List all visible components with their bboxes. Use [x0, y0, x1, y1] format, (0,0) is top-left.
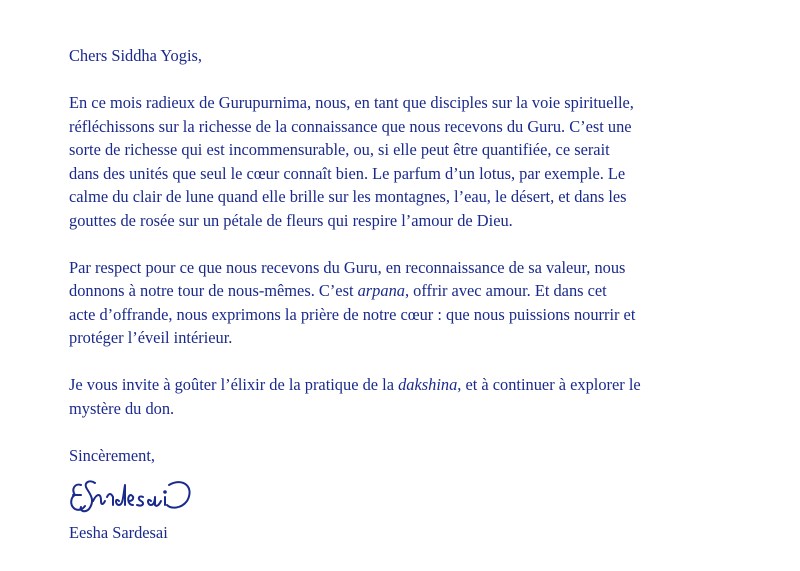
signer-name: Eesha Sardesai	[69, 523, 168, 542]
paragraph-line: mystère du don.	[69, 398, 175, 418]
closing: Sincèrement,	[69, 445, 156, 465]
italic-term-dakshina: dakshina	[398, 375, 458, 394]
paragraph-arpana	[69, 256, 739, 350]
paragraph-gurupurnima	[69, 91, 739, 232]
paragraph-line: acte d’offrande, nous exprimons la prière de notre cœur : que nous puissions nourrir et	[69, 304, 636, 324]
paragraph-line: sorte de richesse qui est incommensurable, ou, si elle peut être quantifiée, ce serait	[69, 140, 610, 159]
paragraph-line: calme du clair de lune quand elle brille sur les montagnes, l’eau, le désert, et dans les	[69, 187, 627, 206]
paragraph-line: En ce mois radieux de Gurupurnima, nous, en tant que disciples sur la voie spirituelle,	[69, 93, 634, 112]
paragraph-line: gouttes de rosée sur un pétale de fleurs qui respire l’amour de Dieu.	[69, 210, 513, 230]
letter-body	[69, 44, 739, 545]
text-segment: , et à continuer à explorer le	[457, 375, 641, 394]
paragraph-line: réfléchissons sur la richesse de la connaissance que nous recevons du Guru. C’est une	[69, 116, 632, 136]
text-segment: donnons à notre tour de nous-mêmes. C’est	[69, 281, 358, 300]
paragraph-line: protéger l’éveil intérieur.	[69, 328, 233, 347]
paragraph-line: Par respect pour ce que nous recevons du Guru, en reconnaissance de sa valeur, nous	[69, 257, 626, 277]
handwritten-signature	[67, 471, 207, 521]
text-segment: Je vous invite à goûter l’élixir de la pratique de la	[69, 375, 399, 394]
paragraph-dakshina	[69, 373, 739, 420]
italic-term-arpana: arpana	[357, 281, 405, 300]
paragraph-line: dans des unités que seul le cœur connaît bien. Le parfum d’un lotus, par exemple. Le	[69, 163, 626, 183]
text-segment: , offrir avec amour. Et dans cet	[404, 281, 607, 300]
paragraph-line	[69, 279, 739, 303]
greeting: Chers Siddha Yogis,	[69, 46, 202, 65]
paragraph-line	[69, 373, 739, 397]
